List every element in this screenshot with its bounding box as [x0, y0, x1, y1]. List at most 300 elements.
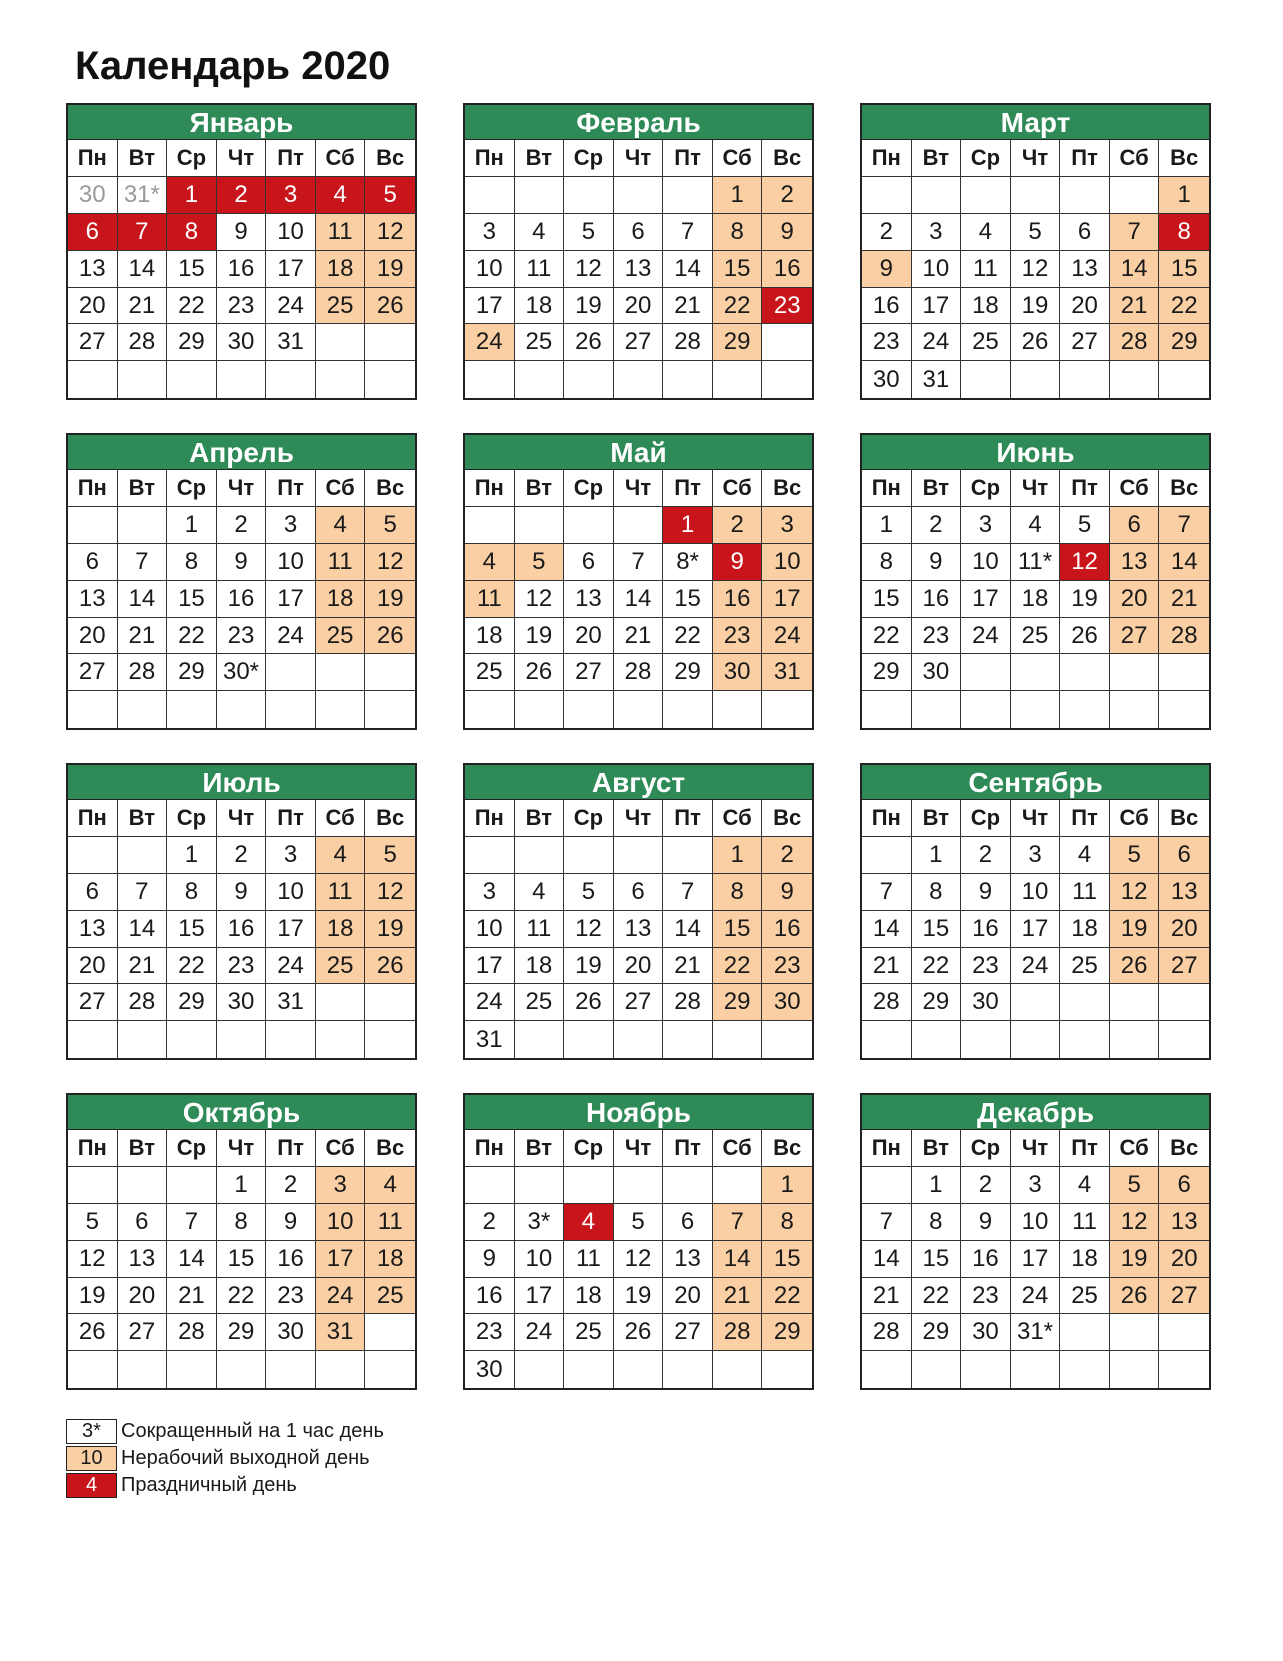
day-cell: 9: [217, 874, 267, 911]
day-cell: [663, 177, 713, 214]
day-cell: 26: [1060, 618, 1110, 655]
day-cell: 10: [465, 911, 515, 948]
day-cell: 24: [465, 984, 515, 1021]
day-cell: 16: [465, 1278, 515, 1315]
day-cell: 12: [68, 1241, 118, 1278]
day-cell: 20: [68, 618, 118, 655]
day-cell: 21: [663, 288, 713, 325]
day-cell: [614, 1167, 664, 1204]
day-cell: [365, 324, 415, 361]
day-cell: [614, 1021, 664, 1058]
day-cell: 12: [564, 911, 614, 948]
day-cell: 18: [961, 288, 1011, 325]
day-cell: 26: [1110, 1278, 1160, 1315]
day-cell: [465, 691, 515, 728]
day-cell: [118, 1021, 168, 1058]
day-cell: 11: [564, 1241, 614, 1278]
day-cell: [862, 1021, 912, 1058]
day-cell: 17: [762, 581, 812, 618]
day-cell: 16: [912, 581, 962, 618]
day-cell: 14: [118, 251, 168, 288]
day-cell: 1: [762, 1167, 812, 1204]
day-cell: 14: [862, 911, 912, 948]
day-cell: 27: [1110, 618, 1160, 655]
day-cell: [1159, 1351, 1209, 1388]
page-title: Календарь 2020: [75, 44, 391, 88]
day-cell: [1110, 1351, 1160, 1388]
day-cell: [118, 507, 168, 544]
day-cell: 1: [663, 507, 713, 544]
day-cell: [1011, 984, 1061, 1021]
day-cell: [564, 1351, 614, 1388]
day-cell: 30: [961, 1314, 1011, 1351]
weekday-header: Пт: [663, 140, 713, 177]
day-cell: 23: [713, 618, 763, 655]
day-cell: [217, 361, 267, 398]
weekday-header: Вс: [762, 800, 812, 837]
weekday-header: Вт: [515, 800, 565, 837]
weekday-header: Ср: [167, 140, 217, 177]
day-cell: 2: [217, 177, 267, 214]
day-cell: 16: [217, 581, 267, 618]
day-cell: 21: [614, 618, 664, 655]
weekday-header: Чт: [614, 800, 664, 837]
day-cell: [1060, 691, 1110, 728]
day-cell: 20: [1110, 581, 1160, 618]
day-cell: 3: [762, 507, 812, 544]
weekday-header: Пн: [68, 1130, 118, 1167]
day-cell: [1011, 361, 1061, 398]
day-cell: 26: [515, 654, 565, 691]
day-cell: 25: [564, 1314, 614, 1351]
weekday-header: Ср: [564, 470, 614, 507]
day-cell: 3: [912, 214, 962, 251]
day-cell: 1: [217, 1167, 267, 1204]
day-cell: 11: [1060, 1204, 1110, 1241]
day-cell: 21: [862, 948, 912, 985]
day-cell: [564, 1167, 614, 1204]
day-cell: 18: [515, 948, 565, 985]
day-cell: 25: [1060, 1278, 1110, 1315]
day-cell: 21: [118, 948, 168, 985]
day-cell: 3*: [515, 1204, 565, 1241]
day-cell: 13: [118, 1241, 168, 1278]
day-cell: [961, 691, 1011, 728]
day-cell: 26: [1011, 324, 1061, 361]
weekday-header: Ср: [961, 1130, 1011, 1167]
day-cell: 17: [912, 288, 962, 325]
day-cell: 11*: [1011, 544, 1061, 581]
weekday-header: Пн: [862, 140, 912, 177]
day-cell: [316, 654, 366, 691]
day-cell: 3: [316, 1167, 366, 1204]
day-cell: 17: [266, 581, 316, 618]
weekday-header: Вс: [1159, 800, 1209, 837]
day-cell: 28: [862, 1314, 912, 1351]
day-cell: 21: [118, 618, 168, 655]
weekday-header: Пт: [1060, 800, 1110, 837]
day-cell: [663, 361, 713, 398]
day-cell: 9: [912, 544, 962, 581]
day-cell: 7: [862, 874, 912, 911]
day-cell: 1: [862, 507, 912, 544]
day-cell: 16: [266, 1241, 316, 1278]
day-cell: 29: [1159, 324, 1209, 361]
day-cell: 3: [266, 177, 316, 214]
weekday-header: Сб: [713, 470, 763, 507]
day-cell: [862, 177, 912, 214]
day-cell: 23: [961, 948, 1011, 985]
day-cell: 27: [1159, 948, 1209, 985]
day-cell: [118, 1167, 168, 1204]
day-cell: 29: [862, 654, 912, 691]
weekday-header: Чт: [614, 140, 664, 177]
day-cell: 6: [1110, 507, 1160, 544]
day-cell: [1060, 1351, 1110, 1388]
day-cell: 21: [1159, 581, 1209, 618]
month-table: [463, 763, 814, 1060]
day-cell: 30*: [217, 654, 267, 691]
day-cell: 15: [217, 1241, 267, 1278]
day-cell: [1011, 654, 1061, 691]
day-cell: [564, 177, 614, 214]
day-cell: [365, 1351, 415, 1388]
weekday-header: Ср: [564, 800, 614, 837]
day-cell: 21: [118, 288, 168, 325]
day-cell: [1159, 984, 1209, 1021]
day-cell: 18: [316, 581, 366, 618]
day-cell: 3: [1011, 837, 1061, 874]
day-cell: 10: [515, 1241, 565, 1278]
day-cell: 17: [1011, 911, 1061, 948]
day-cell: 7: [1110, 214, 1160, 251]
day-cell: 30: [266, 1314, 316, 1351]
day-cell: 25: [515, 984, 565, 1021]
day-cell: 21: [713, 1278, 763, 1315]
weekday-header: Чт: [217, 140, 267, 177]
day-cell: 14: [862, 1241, 912, 1278]
day-cell: 25: [316, 618, 366, 655]
day-cell: 16: [961, 1241, 1011, 1278]
day-cell: 11: [365, 1204, 415, 1241]
weekday-header: Вт: [912, 800, 962, 837]
day-cell: 17: [1011, 1241, 1061, 1278]
day-cell: 9: [961, 1204, 1011, 1241]
day-cell: 3: [266, 507, 316, 544]
day-cell: [515, 361, 565, 398]
day-cell: [713, 1351, 763, 1388]
day-cell: 6: [614, 214, 664, 251]
month-table: [66, 433, 417, 730]
day-cell: 12: [365, 214, 415, 251]
day-cell: [961, 654, 1011, 691]
day-cell: [1159, 691, 1209, 728]
weekday-header: Пт: [1060, 470, 1110, 507]
day-cell: 25: [961, 324, 1011, 361]
weekday-header: Пн: [465, 470, 515, 507]
day-cell: 26: [365, 948, 415, 985]
weekday-header: Чт: [1011, 1130, 1061, 1167]
day-cell: [564, 507, 614, 544]
month-table: [860, 103, 1211, 400]
day-cell: 7: [118, 214, 168, 251]
day-cell: [167, 361, 217, 398]
day-cell: 12: [614, 1241, 664, 1278]
day-cell: 30: [961, 984, 1011, 1021]
day-cell: 7: [663, 214, 713, 251]
day-cell: [1110, 361, 1160, 398]
day-cell: 9: [961, 874, 1011, 911]
day-cell: [316, 1021, 366, 1058]
day-cell: 6: [564, 544, 614, 581]
day-cell: 4: [515, 874, 565, 911]
day-cell: 3: [465, 214, 515, 251]
day-cell: [614, 361, 664, 398]
day-cell: [762, 691, 812, 728]
day-cell: 28: [713, 1314, 763, 1351]
day-cell: 10: [961, 544, 1011, 581]
weekday-header: Пн: [862, 1130, 912, 1167]
day-cell: 10: [1011, 1204, 1061, 1241]
day-cell: 15: [1159, 251, 1209, 288]
day-cell: 5: [564, 214, 614, 251]
day-cell: 14: [713, 1241, 763, 1278]
day-cell: 8: [167, 874, 217, 911]
day-cell: [713, 1021, 763, 1058]
day-cell: 19: [365, 911, 415, 948]
day-cell: [68, 691, 118, 728]
day-cell: 15: [912, 1241, 962, 1278]
day-cell: 6: [663, 1204, 713, 1241]
day-cell: 17: [465, 948, 515, 985]
day-cell: 7: [862, 1204, 912, 1241]
day-cell: 16: [961, 911, 1011, 948]
day-cell: 10: [266, 214, 316, 251]
day-cell: [1159, 361, 1209, 398]
day-cell: 27: [564, 654, 614, 691]
day-cell: 2: [217, 507, 267, 544]
month-table: [463, 103, 814, 400]
day-cell: 29: [912, 1314, 962, 1351]
day-cell: [515, 691, 565, 728]
day-cell: 26: [68, 1314, 118, 1351]
day-cell: 5: [1110, 837, 1160, 874]
day-cell: 6: [118, 1204, 168, 1241]
day-cell: 27: [663, 1314, 713, 1351]
day-cell: 28: [614, 654, 664, 691]
month-table: [66, 763, 417, 1060]
weekday-header: Вт: [912, 470, 962, 507]
day-cell: 15: [713, 251, 763, 288]
day-cell: [912, 1021, 962, 1058]
day-cell: 5: [564, 874, 614, 911]
day-cell: 31: [465, 1021, 515, 1058]
day-cell: 22: [217, 1278, 267, 1315]
day-cell: [68, 1167, 118, 1204]
legend-row-weekend: [66, 1445, 384, 1472]
day-cell: [1060, 984, 1110, 1021]
day-cell: 24: [465, 324, 515, 361]
day-cell: 31: [762, 654, 812, 691]
day-cell: [1060, 361, 1110, 398]
day-cell: [316, 691, 366, 728]
day-cell: [1060, 1021, 1110, 1058]
day-cell: [713, 361, 763, 398]
day-cell: 29: [167, 654, 217, 691]
day-cell: 30: [762, 984, 812, 1021]
day-cell: 15: [167, 251, 217, 288]
day-cell: 28: [118, 984, 168, 1021]
weekday-header: Сб: [1110, 1130, 1160, 1167]
day-cell: 5: [614, 1204, 664, 1241]
day-cell: [1110, 654, 1160, 691]
weekday-header: Пн: [465, 800, 515, 837]
day-cell: 18: [564, 1278, 614, 1315]
day-cell: 22: [713, 948, 763, 985]
day-cell: 4: [1060, 1167, 1110, 1204]
day-cell: 9: [266, 1204, 316, 1241]
day-cell: 27: [68, 324, 118, 361]
weekday-header: Сб: [316, 800, 366, 837]
day-cell: 2: [762, 177, 812, 214]
day-cell: 21: [167, 1278, 217, 1315]
day-cell: 29: [167, 984, 217, 1021]
day-cell: [68, 1021, 118, 1058]
day-cell: 10: [266, 544, 316, 581]
day-cell: 16: [762, 251, 812, 288]
weekday-header: Чт: [217, 1130, 267, 1167]
day-cell: 5: [68, 1204, 118, 1241]
day-cell: 31: [316, 1314, 366, 1351]
day-cell: 23: [217, 288, 267, 325]
day-cell: [316, 984, 366, 1021]
day-cell: 2: [465, 1204, 515, 1241]
day-cell: [762, 324, 812, 361]
day-cell: 9: [465, 1241, 515, 1278]
day-cell: 12: [365, 544, 415, 581]
weekday-header: Пн: [68, 140, 118, 177]
day-cell: 17: [515, 1278, 565, 1315]
day-cell: 19: [614, 1278, 664, 1315]
day-cell: 30: [862, 361, 912, 398]
day-cell: 17: [266, 911, 316, 948]
day-cell: [217, 1351, 267, 1388]
day-cell: [118, 837, 168, 874]
day-cell: 31: [266, 324, 316, 361]
day-cell: 19: [515, 618, 565, 655]
day-cell: 9: [217, 214, 267, 251]
day-cell: [515, 1021, 565, 1058]
day-cell: [961, 177, 1011, 214]
weekday-header: Пт: [663, 470, 713, 507]
day-cell: [1159, 654, 1209, 691]
day-cell: 27: [614, 324, 664, 361]
day-cell: [365, 691, 415, 728]
month-table: [463, 433, 814, 730]
day-cell: 18: [1060, 911, 1110, 948]
day-cell: 10: [912, 251, 962, 288]
weekday-header: Вт: [118, 140, 168, 177]
month-name: Май: [465, 435, 812, 470]
day-cell: [912, 1351, 962, 1388]
weekday-header: Вт: [515, 140, 565, 177]
day-cell: [614, 507, 664, 544]
day-cell: [266, 654, 316, 691]
month-table: [860, 763, 1211, 1060]
day-cell: 22: [663, 618, 713, 655]
day-cell: 28: [1159, 618, 1209, 655]
weekday-header: Ср: [564, 1130, 614, 1167]
day-cell: 30: [713, 654, 763, 691]
legend-row-short-day: [66, 1418, 384, 1445]
day-cell: 19: [365, 581, 415, 618]
day-cell: [515, 177, 565, 214]
day-cell: 4: [1011, 507, 1061, 544]
day-cell: 14: [118, 911, 168, 948]
day-cell: 15: [167, 581, 217, 618]
day-cell: 6: [614, 874, 664, 911]
day-cell: 10: [316, 1204, 366, 1241]
day-cell: 12: [1110, 874, 1160, 911]
day-cell: [465, 1167, 515, 1204]
day-cell: 23: [961, 1278, 1011, 1315]
month-name: Декабрь: [862, 1095, 1209, 1130]
day-cell: [68, 837, 118, 874]
day-cell: 24: [515, 1314, 565, 1351]
weekday-header: Ср: [167, 800, 217, 837]
day-cell: 8: [762, 1204, 812, 1241]
day-cell: 4: [316, 507, 366, 544]
weekday-header: Чт: [1011, 470, 1061, 507]
day-cell: [1110, 1021, 1160, 1058]
day-cell: 15: [862, 581, 912, 618]
day-cell: 13: [1159, 1204, 1209, 1241]
weekday-header: Вт: [912, 1130, 962, 1167]
day-cell: [1159, 1021, 1209, 1058]
day-cell: 15: [663, 581, 713, 618]
day-cell: 30: [912, 654, 962, 691]
legend-sample-weekend: 10: [66, 1446, 117, 1471]
day-cell: 16: [862, 288, 912, 325]
month-name: Сентябрь: [862, 765, 1209, 800]
day-cell: [1060, 1314, 1110, 1351]
day-cell: 1: [713, 837, 763, 874]
day-cell: 15: [713, 911, 763, 948]
day-cell: 14: [663, 251, 713, 288]
day-cell: 15: [912, 911, 962, 948]
day-cell: 26: [564, 984, 614, 1021]
legend-row-holiday: [66, 1472, 384, 1499]
day-cell: 16: [713, 581, 763, 618]
day-cell: [68, 361, 118, 398]
day-cell: 20: [1159, 1241, 1209, 1278]
day-cell: 7: [1159, 507, 1209, 544]
day-cell: 5: [1060, 507, 1110, 544]
day-cell: 8: [912, 1204, 962, 1241]
day-cell: 7: [167, 1204, 217, 1241]
day-cell: 3: [961, 507, 1011, 544]
weekday-header: Ср: [564, 140, 614, 177]
day-cell: 14: [614, 581, 664, 618]
day-cell: [515, 1351, 565, 1388]
month-name: Ноябрь: [465, 1095, 812, 1130]
day-cell: 10: [266, 874, 316, 911]
month-table: [66, 103, 417, 400]
day-cell: 8: [217, 1204, 267, 1241]
day-cell: [862, 1167, 912, 1204]
day-cell: 21: [862, 1278, 912, 1315]
day-cell: [862, 691, 912, 728]
